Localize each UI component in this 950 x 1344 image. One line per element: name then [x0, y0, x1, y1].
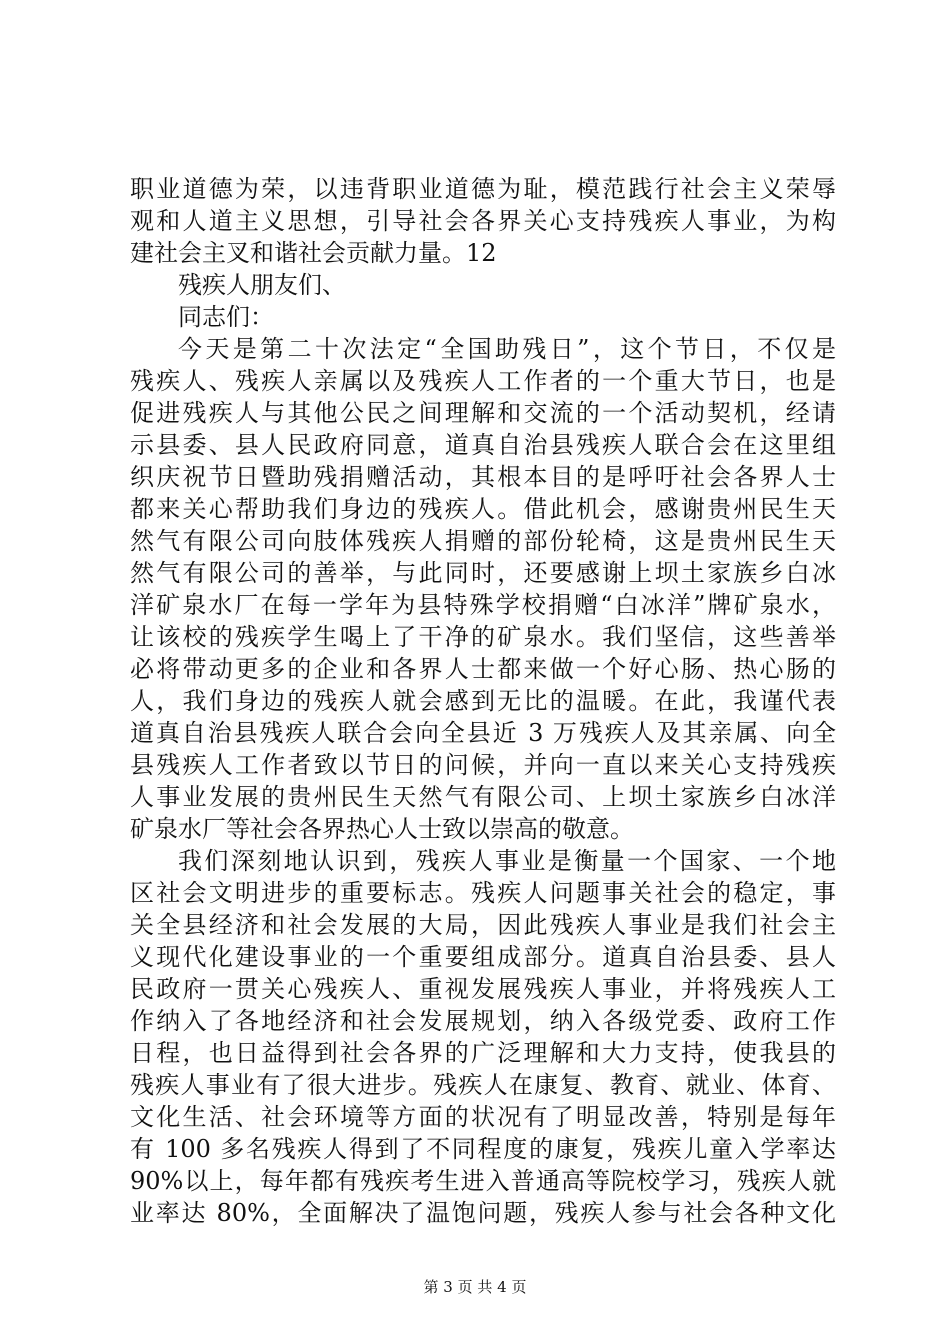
text-line: 90%以上，每年都有残疾考生进入普通高等院校学习，残疾人就: [130, 1167, 836, 1195]
text-line: 人事业发展的贵州民生天然气有限公司、上坝土家族乡白冰洋: [130, 783, 836, 811]
document-body: [130, 173, 836, 1229]
text-line: 矿泉水厂等社会各界热心人士致以崇高的敬意。: [130, 815, 634, 843]
text-line: 都来关心帮助我们身边的残疾人。借此机会，感谢贵州民生天: [130, 495, 836, 523]
text-line: 残疾人朋友们、: [178, 271, 346, 299]
text-line: 观和人道主义思想，引导社会各界关心支持残疾人事业，为构: [130, 207, 836, 235]
text-line: 民政府一贯关心残疾人、重视发展残疾人事业，并将残疾人工: [130, 975, 836, 1003]
text-line: 文化生活、社会环境等方面的状况有了明显改善，特别是每年: [130, 1103, 836, 1131]
text-line: 同志们：: [178, 303, 274, 331]
text-line: 业率达 80%，全面解决了温饱问题，残疾人参与社会各种文化: [130, 1199, 836, 1227]
text-line: 有 100 多名残疾人得到了不同程度的康复，残疾儿童入学率达: [130, 1135, 836, 1163]
text-line: 残疾人事业有了很大进步。残疾人在康复、教育、就业、体育、: [130, 1071, 836, 1099]
text-line: 人，我们身边的残疾人就会感到无比的温暖。在此，我谨代表: [130, 687, 836, 715]
text-line: 关全县经济和社会发展的大局，因此残疾人事业是我们社会主: [130, 911, 836, 939]
text-line: 洋矿泉水厂在每一学年为县特殊学校捐赠“白冰洋”牌矿泉水，: [130, 591, 836, 619]
text-line: 义现代化建设事业的一个重要组成部分。道真自治县委、县人: [130, 943, 836, 971]
text-line: 然气有限公司向肢体残疾人捐赠的部份轮椅，这是贵州民生天: [130, 527, 836, 555]
text-line: 区社会文明进步的重要标志。残疾人问题事关社会的稳定，事: [130, 879, 836, 907]
text-line: 让该校的残疾学生喝上了干净的矿泉水。我们坚信，这些善举: [130, 623, 836, 651]
text-line: 示县委、县人民政府同意，道真自治县残疾人联合会在这里组: [130, 431, 836, 459]
text-line: 建社会主叉和谐社会贡献力量。12: [130, 239, 497, 267]
text-line: 必将带动更多的企业和各界人士都来做一个好心肠、热心肠的: [130, 655, 836, 683]
text-line: 日程，也日益得到社会各界的广泛理解和大力支持，使我县的: [130, 1039, 836, 1067]
text-line: 职业道德为荣，以违背职业道德为耻，模范践行社会主义荣辱: [130, 175, 836, 203]
text-line: 促进残疾人与其他公民之间理解和交流的一个活动契机，经请: [130, 399, 836, 427]
text-line: 道真自治县残疾人联合会向全县近 3 万残疾人及其亲属、向全: [130, 719, 836, 747]
text-line: 作纳入了各地经济和社会发展规划，纳入各级党委、政府工作: [130, 1007, 836, 1035]
text-line: 今天是第二十次法定“全国助残日”，这个节日，不仅是: [178, 335, 836, 363]
text-line: 然气有限公司的善举，与此同时，还要感谢上坝土家族乡白冰: [130, 559, 836, 587]
text-line: 县残疾人工作者致以节日的问候，并向一直以来关心支持残疾: [130, 751, 836, 779]
page-footer: 第 3 页 共 4 页: [423, 1278, 527, 1296]
text-line: 残疾人、残疾人亲属以及残疾人工作者的一个重大节日，也是: [130, 367, 836, 395]
text-line: 织庆祝节日暨助残捐赠活动，其根本目的是呼吁社会各界人士: [130, 463, 836, 491]
text-line: 我们深刻地认识到，残疾人事业是衡量一个国家、一个地: [178, 847, 836, 875]
